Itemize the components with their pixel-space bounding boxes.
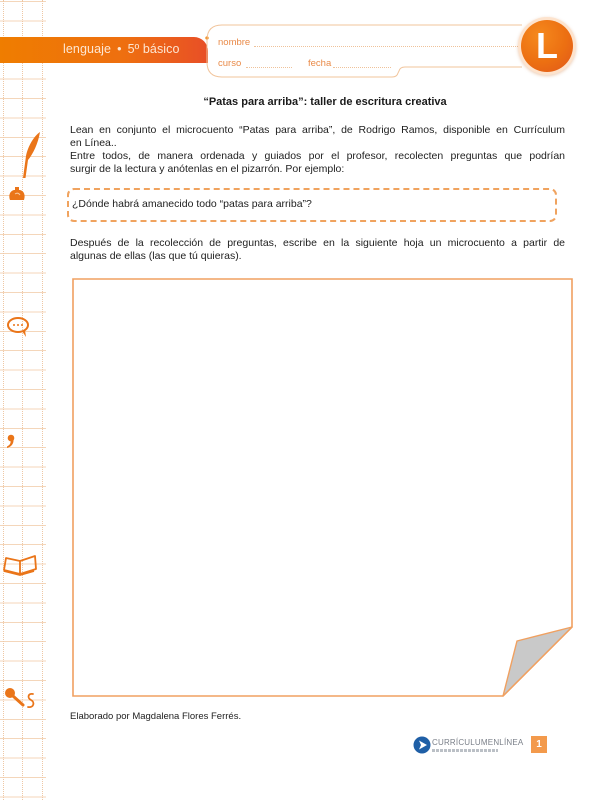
intro-paragraph-1-line-1: Lean en conjunto el microcuento “Patas para arriba”, de Rodrigo Ramos, disponible en Currículum — [70, 124, 565, 136]
intro-paragraph-1-line-2: en Línea.. — [70, 137, 117, 149]
instruction-line-1: Después de la recolección de preguntas, escribe en la siguiente hoja un microcuento a partir de — [70, 237, 565, 249]
date-label: fecha — [308, 58, 332, 69]
page-number: 1 — [531, 736, 547, 753]
intro-paragraph-2-line-1: Entre todos, de manera ordenada y guiados por el profesor, recolecten preguntas que podrían — [70, 150, 565, 162]
grade-label: 5º básico — [127, 42, 180, 56]
course-label: curso — [218, 58, 242, 69]
worksheet-title: “Patas para arriba”: taller de escritura creativa — [203, 96, 447, 108]
author-credit: Elaborado por Magdalena Flores Ferrés. — [70, 711, 242, 722]
curriculum-logo-text: CURRÍCULUMENLÍNEA — [432, 738, 524, 747]
curriculum-logo-icon — [413, 736, 431, 754]
intro-paragraph-2-line-2: surgir de la lectura y anótenlas en el pizarrón. Por ejemplo: — [70, 163, 345, 175]
example-question: ¿Dónde habrá amanecido todo “patas para arriba”? — [72, 198, 312, 210]
subject-label: lenguaje — [63, 42, 112, 56]
name-label: nombre — [218, 37, 251, 48]
separator-dot: • — [117, 42, 122, 56]
instruction-line-2: algunas de ellas (las que tú quieras). — [70, 250, 242, 262]
curriculum-logo-tagline — [432, 749, 498, 752]
subject-badge: L — [521, 20, 573, 72]
